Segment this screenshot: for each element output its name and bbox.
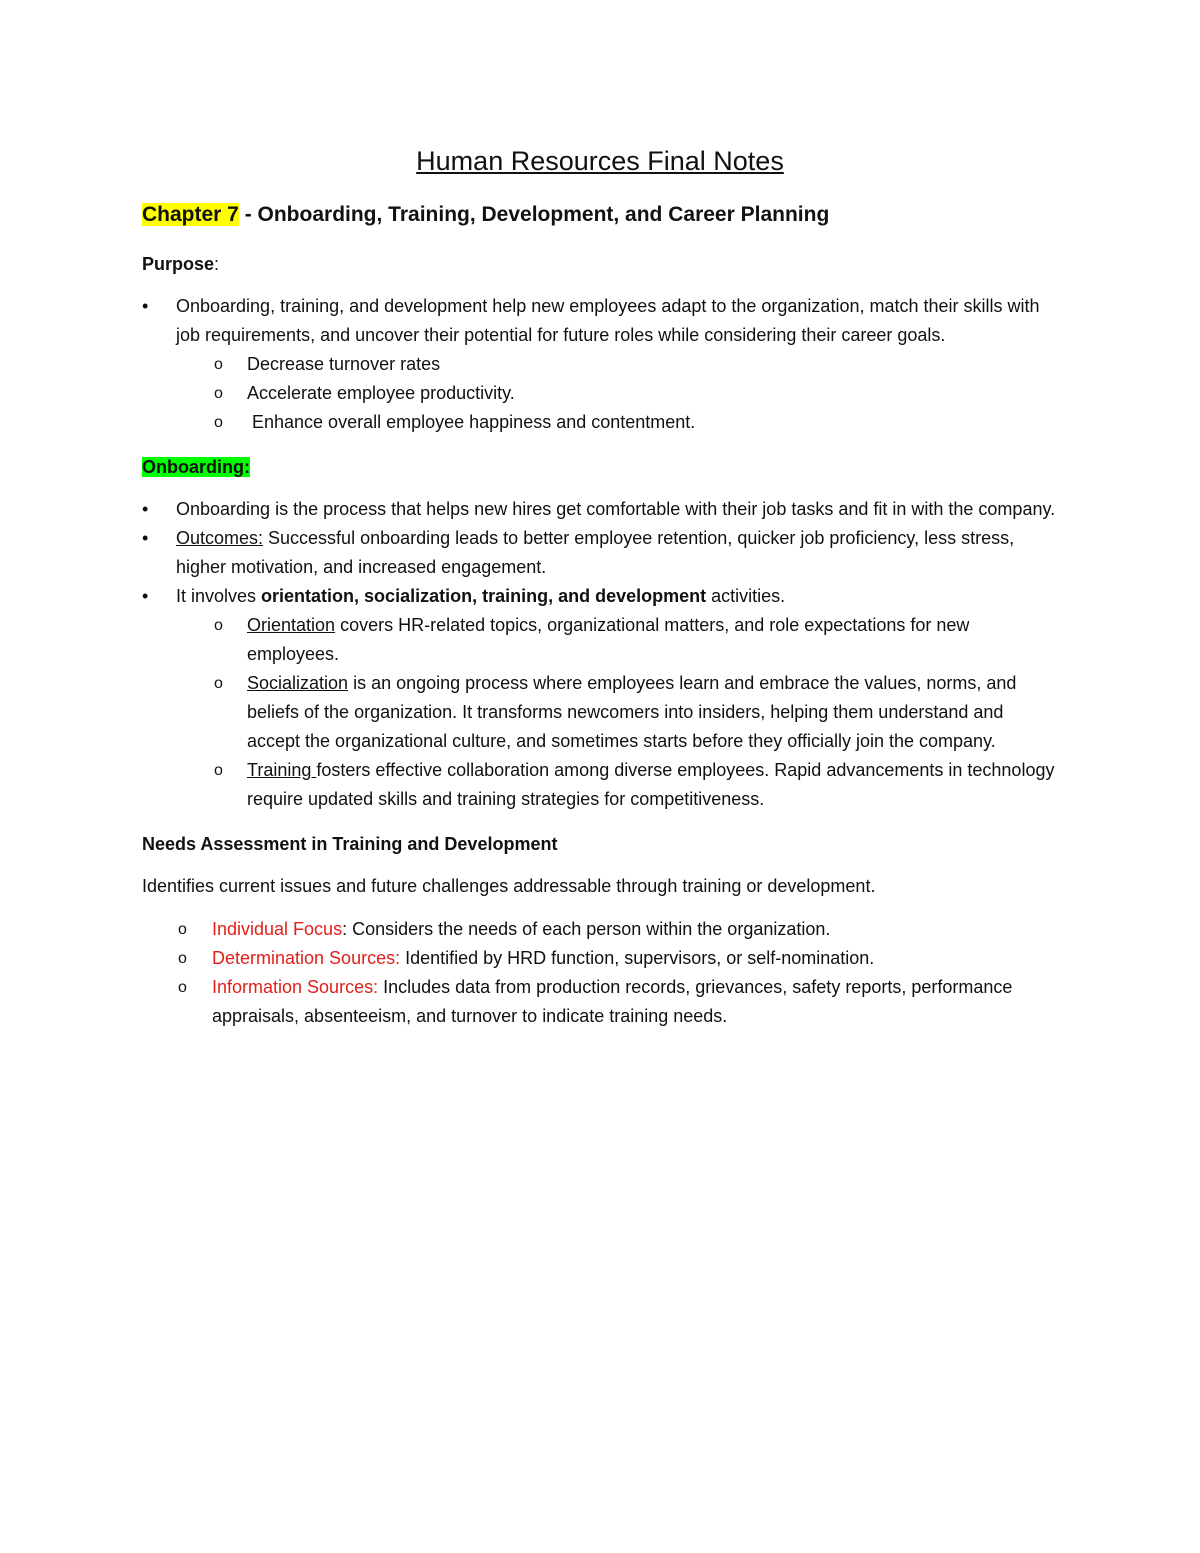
socialization-text: is an ongoing process where employees learn and embrace the values, norms, and beliefs of the organization. It transforms newcomers into insiders, helping them understand and accept the organizational culture, and sometimes starts before they officially join the company. <box>247 673 1017 751</box>
purpose-sub-item <box>142 379 1058 408</box>
circle-bullet-icon: o <box>214 356 223 373</box>
circle-bullet-icon: o <box>178 979 187 996</box>
purpose-heading-colon: : <box>214 254 220 274</box>
needs-list <box>142 915 1058 1031</box>
training-text: fosters effective collaboration among diverse employees. Rapid advancements in technology require updated skills and training strategies for competitiveness. <box>247 760 1055 809</box>
onboarding-heading-text: Onboarding: <box>142 457 250 477</box>
onboarding-definition-text: Onboarding is the process that helps new hires get comfortable with their job tasks and fit in with the company. <box>176 499 1056 519</box>
purpose-sub-item <box>142 350 1058 379</box>
circle-bullet-icon: o <box>214 385 223 402</box>
needs-heading: Needs Assessment in Training and Development <box>142 834 558 854</box>
individual-focus-text: : Considers the needs of each person within the organization. <box>342 919 831 939</box>
onboarding-bullet-outcomes <box>142 524 1058 582</box>
onboarding-sub-training <box>142 756 1058 814</box>
circle-bullet-icon: o <box>178 921 187 938</box>
needs-item-information <box>142 973 1058 1031</box>
purpose-bullet-text: Onboarding, training, and development help new employees adapt to the organization, match their skills with job requirements, and uncover their potential for future roles while considering their career goals. <box>176 296 1040 345</box>
outcomes-label: Outcomes: <box>176 528 264 548</box>
needs-intro: Identifies current issues and future challenges addressable through training or development. <box>142 876 876 896</box>
needs-item-individual <box>142 915 1058 944</box>
circle-bullet-icon: o <box>214 617 223 634</box>
information-sources-text: Includes data from production records, grievances, safety reports, performance appraisals, absenteeism, and turnover to indicate training needs. <box>212 977 1013 1026</box>
onboarding-bullet-involves <box>142 582 1058 611</box>
determination-sources-label: Determination Sources: <box>212 948 401 968</box>
socialization-label: Socialization <box>247 673 349 693</box>
chapter-label: Chapter 7 <box>142 203 239 226</box>
onboarding-heading <box>142 453 1058 481</box>
purpose-list <box>142 292 1058 437</box>
circle-bullet-icon: o <box>214 675 223 692</box>
purpose-sub-text: Decrease turnover rates <box>247 354 441 374</box>
orientation-text: covers HR-related topics, organizational matters, and role expectations for new employees. <box>247 615 970 664</box>
information-sources-label: Information Sources: <box>212 977 379 997</box>
outcomes-text: Successful onboarding leads to better employee retention, quicker job proficiency, less stress, higher motivation, and increased engagement. <box>176 528 1015 577</box>
onboarding-sub-orientation <box>142 611 1058 669</box>
onboarding-list <box>142 495 1058 814</box>
purpose-sub-text: Accelerate employee productivity. <box>247 383 515 403</box>
individual-focus-label: Individual Focus <box>212 919 343 939</box>
involves-pre: It involves <box>176 586 262 606</box>
determination-sources-text: Identified by HRD function, supervisors, or self-nomination. <box>400 948 875 968</box>
chapter-title: - Onboarding, Training, Development, and Career Planning <box>238 203 830 226</box>
involves-post: activities. <box>706 586 786 606</box>
orientation-label: Orientation <box>247 615 336 635</box>
circle-bullet-icon: o <box>214 414 223 431</box>
chapter-heading <box>142 200 1058 230</box>
onboarding-sub-socialization <box>142 669 1058 756</box>
document-title: Human Resources Final Notes <box>416 146 784 176</box>
purpose-bullet <box>142 292 1058 350</box>
onboarding-bullet-definition <box>142 495 1058 524</box>
training-label: Training <box>247 760 317 780</box>
circle-bullet-icon: o <box>178 950 187 967</box>
needs-item-determination <box>142 944 1058 973</box>
involves-bold: orientation, socialization, training, and development <box>261 586 707 606</box>
purpose-sub-item <box>142 408 1058 437</box>
purpose-heading-text: Purpose <box>142 254 215 274</box>
purpose-sub-text: Enhance overall employee happiness and contentment. <box>247 412 696 432</box>
circle-bullet-icon: o <box>214 762 223 779</box>
purpose-heading <box>142 250 1058 278</box>
